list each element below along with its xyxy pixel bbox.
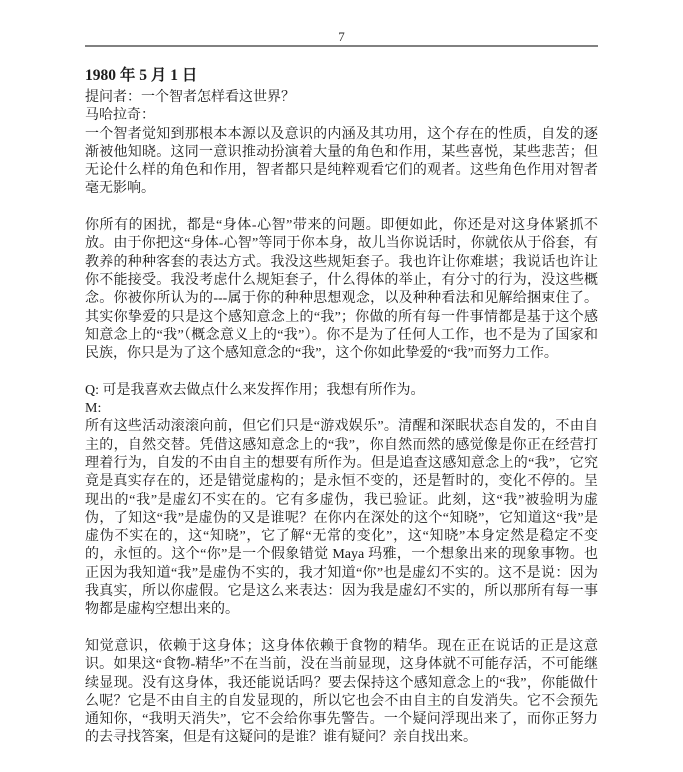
qa-section: [85, 382, 598, 620]
paragraph-consciousness: 知觉意识，依赖于这身体；这身体依赖于食物的精华。现在正在说话的正是这意识。如果这“食物-精华”不在当前，没在当前显现，这身体就不可能存活，不可能继续显现。没有这身体，我还能说话吗？要去保持这个感知意念上的“我”，你能做什么呢？它是不由自主的自发显现的，所以它也会不由自主的自发消失。它不会预先通知你，“我明天消失”，它不会给你事先警告。一个疑问浮现出来了，而你正努力的去寻找答案，但是有这疑问的是谁？谁有疑问？亲自找出来。: [85, 638, 598, 746]
dialogue-intro-section: [85, 89, 598, 199]
question-line: Q: 可是我喜欢去做点什么来发挥作用；我想有所作为。: [85, 382, 425, 398]
page-number: 7: [338, 29, 345, 44]
document-content: [85, 66, 598, 748]
page-header: [85, 29, 598, 47]
document-page: [0, 29, 683, 772]
paragraph-body-mind: 你所有的困扰，都是“身体-心智”带来的问题。即便如此，你还是对这身体紧抓不放。由于你把这“身体-心智”等同于你本身，故儿当你说话时，你就依从于俗套，有教养的种种客套的表达方式。我没这些规矩套子。我也许让你难堪；我说话也许让你不能接受。我没考虑什么规矩套子，什么得体的举止，有分寸的行为，没这些概念。你被你所认为的---属于你的种种思想观念，以及种种看法和见解给捆束住了。其实你挚爱的只是这个感知意念上的“我”；你做的所有每一件事情都是基于这个感知意念上的“我”（概念意义上的“我”）。你不是为了任何人工作，也不是为了国家和民族，你只是为了这个感知意念的“我”，这个你如此挚爱的“我”而努力工作。: [85, 218, 598, 362]
body-mind-section: [85, 217, 598, 363]
paragraph-maharaj-answer: 所有这些活动滚滚向前，但它们只是“游戏娱乐”。清醒和深眠状态自发的，不由自主的，自然交替。凭借这感知意念上的“我”，你自然而然的感觉像是你正在经营打理着行为，自发的不由自主的想要有所作为。但是追查这感知意念上的“我”，它究竟是真实存在的，还是错觉虚构的；是永恒不变的，还是暂时的，变化不停的。呈现出的“我”是虚幻不实在的。它有多虚伪，我已验证。此刻，这“我”被验明为虚伪，了知这“我”是虚伪的又是谁呢？在你内在深处的这个“知晓”，它知道这“我”是虚伪不实在的，这“知晓”，它了解“无常的变化”，这“知晓”本身定然是稳定不变的，永恒的。这个“你”是一个假象错觉 Maya 玛雅，一个想象出来的现象事物。也正因为我知道“我”是虚伪不实的，我才知道“你”也是虚幻不实的。这不是说：因为我真实，所以你虚假。它是这么来表达：因为我是虚幻不实的，所以那所有每一事物都是虚构空想出来的。: [85, 419, 598, 618]
date-heading: 1980 年 5 月 1 日: [85, 67, 198, 84]
questioner-line: 提问者：一个智者怎样看这世界？: [85, 90, 295, 105]
paragraph-sage-view: 一个智者觉知到那根本本源以及意识的内涵及其功用，这个存在的性质，自发的逐渐被他知晓。这同一意识推动扮演着大量的角色和作用，某些喜悦，某些悲苦；但无论什么样的角色和作用，智者都只是纯粹观看它们的观者。这些角色作用对智者毫无影响。: [85, 126, 598, 197]
consciousness-section: [85, 638, 598, 748]
answer-label-line: M:: [85, 401, 102, 417]
speaker-line: 马哈拉奇：: [85, 108, 155, 124]
header-rule: [85, 45, 598, 47]
